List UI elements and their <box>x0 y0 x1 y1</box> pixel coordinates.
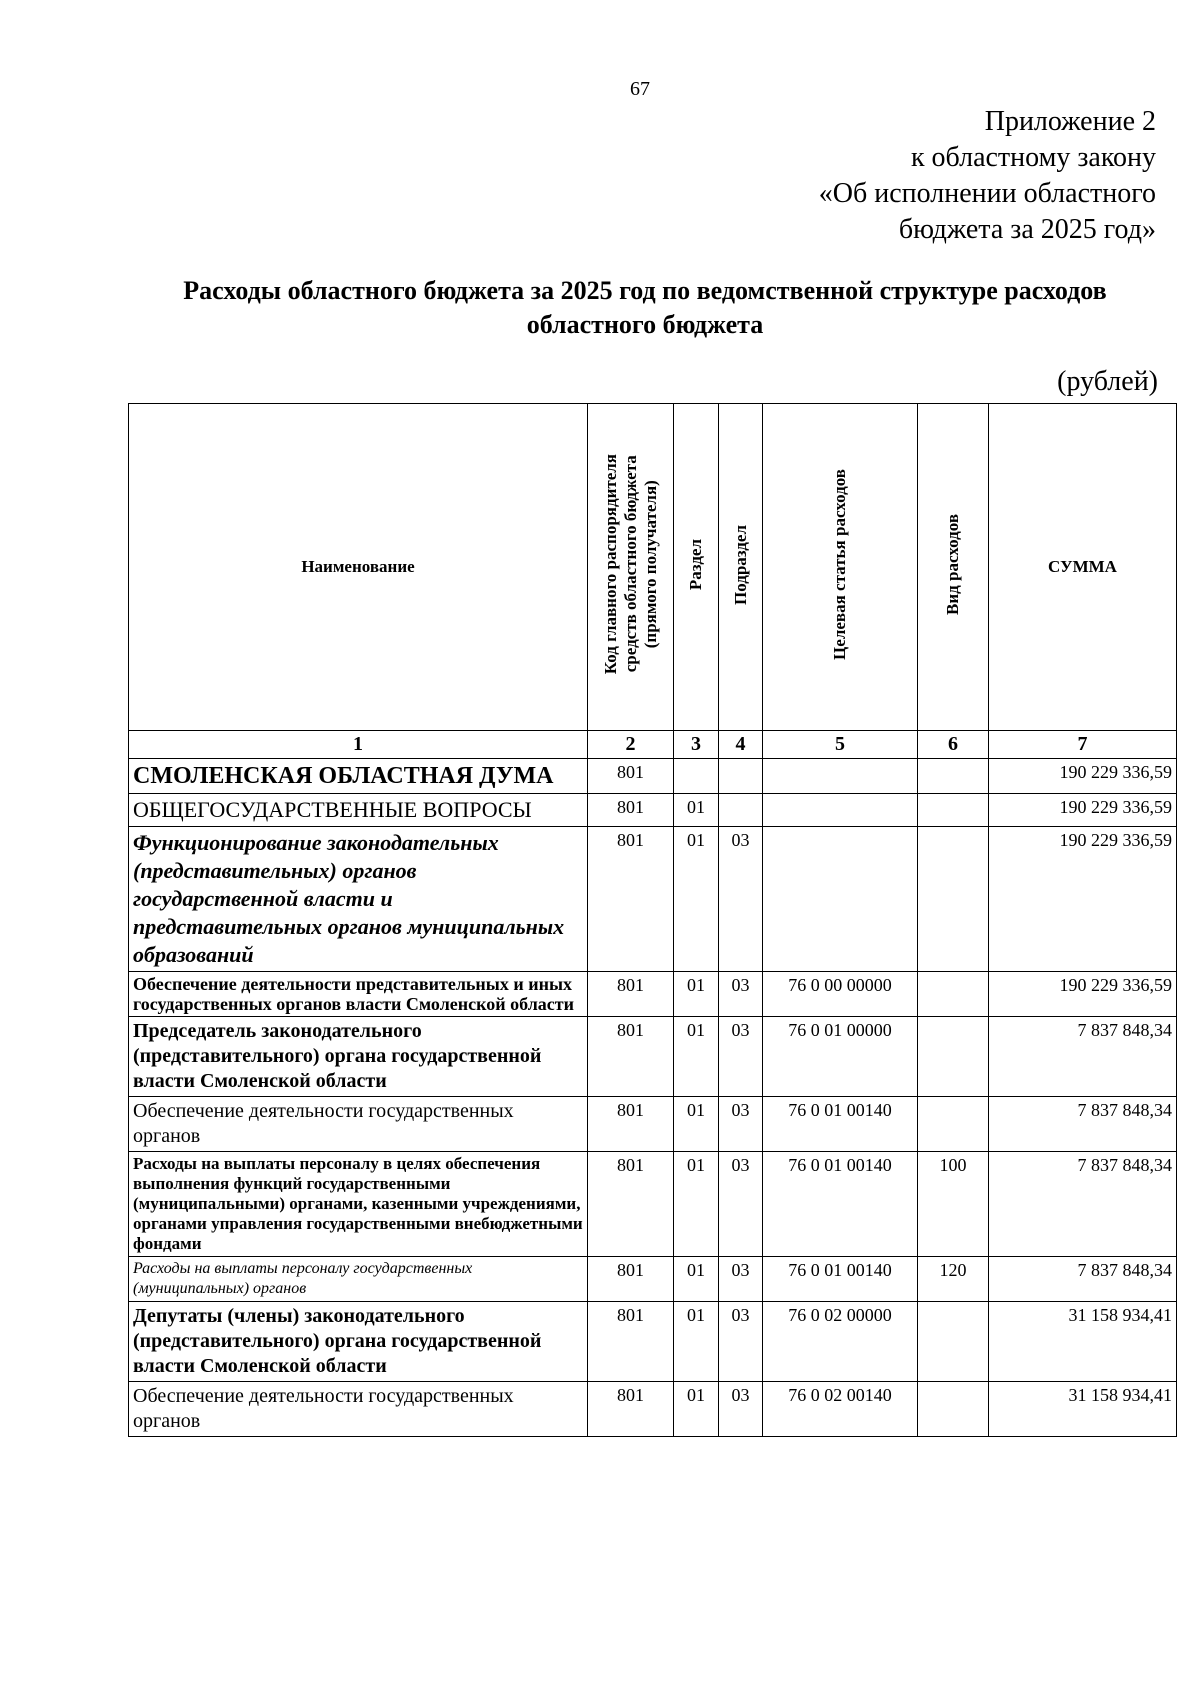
row-target-cell: 76 0 02 00140 <box>763 1382 918 1437</box>
title-line-1: Расходы областного бюджета за 2025 год по ведомственной структуре расходов <box>183 276 1107 305</box>
row-name-cell: Обеспечение деятельности государственных органов <box>129 1097 588 1152</box>
title-line-2: областного бюджета <box>526 310 764 339</box>
header-target <box>763 404 918 731</box>
row-code-cell: 801 <box>588 759 674 794</box>
row-code-cell: 801 <box>588 1382 674 1437</box>
row-subsection-cell: 03 <box>719 1017 763 1097</box>
page-number: 67 <box>630 78 650 100</box>
table-row <box>129 1302 1177 1382</box>
row-amount-cell: 190 229 336,59 <box>989 827 1177 972</box>
row-subsection-cell: 03 <box>719 1257 763 1302</box>
column-number: 3 <box>674 731 719 759</box>
column-number: 6 <box>918 731 989 759</box>
row-name-cell: Расходы на выплаты персоналу государственных (муниципальных) органов <box>129 1257 588 1302</box>
header-code <box>588 404 674 731</box>
row-target-cell: 76 0 00 00000 <box>763 972 918 1017</box>
row-name-cell: Функционирование законодательных (представительных) органов государственной власти и представительных органов муниципальных образований <box>129 827 588 972</box>
table-row <box>129 759 1177 794</box>
header-section-text: Раздел <box>686 538 705 591</box>
row-subsection-cell: 03 <box>719 827 763 972</box>
row-subsection-cell: 03 <box>719 1382 763 1437</box>
column-number: 7 <box>989 731 1177 759</box>
row-section-cell <box>674 759 719 794</box>
table-row <box>129 1017 1177 1097</box>
row-code-cell: 801 <box>588 1152 674 1257</box>
row-amount-cell: 7 837 848,34 <box>989 1017 1177 1097</box>
header-subsection-text: Подраздел <box>730 524 750 605</box>
header-kind-text: Вид расходов <box>943 514 962 615</box>
row-subsection-cell <box>719 759 763 794</box>
row-section-cell: 01 <box>674 1017 719 1097</box>
header-name <box>129 404 588 731</box>
row-code-cell: 801 <box>588 1097 674 1152</box>
row-amount-cell: 7 837 848,34 <box>989 1097 1177 1152</box>
row-kind-cell <box>918 972 989 1017</box>
row-section-cell: 01 <box>674 1152 719 1257</box>
header-name-text: Наименование <box>301 557 415 576</box>
row-code-cell: 801 <box>588 1017 674 1097</box>
header-code-line-1: Код главного распорядителя <box>600 454 620 675</box>
row-target-cell <box>763 794 918 827</box>
header-code-line-2: средств областного бюджета <box>620 456 640 673</box>
row-section-cell: 01 <box>674 827 719 972</box>
header-target-text: Целевая статья расходов <box>830 469 849 660</box>
column-number: 5 <box>763 731 918 759</box>
row-amount-cell: 190 229 336,59 <box>989 794 1177 827</box>
row-name-cell: Обеспечение деятельности государственных органов <box>129 1382 588 1437</box>
header-code-text <box>601 454 661 674</box>
row-section-cell: 01 <box>674 1097 719 1152</box>
header-section <box>674 404 719 731</box>
row-section-cell: 01 <box>674 1257 719 1302</box>
row-code-cell: 801 <box>588 1302 674 1382</box>
row-target-cell: 76 0 01 00140 <box>763 1152 918 1257</box>
row-subsection-cell: 03 <box>719 1097 763 1152</box>
row-kind-cell <box>918 1302 989 1382</box>
header-sum <box>989 404 1177 731</box>
row-name-cell: Обеспечение деятельности представительных и иных государственных органов власти Смоленской области <box>129 972 588 1017</box>
row-subsection-cell: 03 <box>719 972 763 1017</box>
row-code-cell: 801 <box>588 972 674 1017</box>
appendix-header <box>819 104 1156 248</box>
row-target-cell: 76 0 01 00140 <box>763 1257 918 1302</box>
row-section-cell: 01 <box>674 794 719 827</box>
row-amount-cell: 7 837 848,34 <box>989 1257 1177 1302</box>
row-subsection-cell: 03 <box>719 1302 763 1382</box>
row-amount-cell: 190 229 336,59 <box>989 972 1177 1017</box>
row-target-cell <box>763 827 918 972</box>
row-code-cell: 801 <box>588 794 674 827</box>
column-number: 1 <box>129 731 588 759</box>
budget-table-body <box>129 759 1177 1437</box>
table-row <box>129 1257 1177 1302</box>
row-amount-cell: 7 837 848,34 <box>989 1152 1177 1257</box>
row-target-cell: 76 0 02 00000 <box>763 1302 918 1382</box>
row-name-cell: Расходы на выплаты персоналу в целях обеспечения выполнения функций государственными (муниципальными) органами, казенными учреждениями, органами управления государственными внебюджетными фондами <box>129 1152 588 1257</box>
header-subsection <box>719 404 763 731</box>
table-row <box>129 827 1177 972</box>
header-kind <box>918 404 989 731</box>
row-subsection-cell: 03 <box>719 1152 763 1257</box>
row-name-cell: ОБЩЕГОСУДАРСТВЕННЫЕ ВОПРОСЫ <box>129 794 588 827</box>
row-subsection-cell <box>719 794 763 827</box>
row-target-cell <box>763 759 918 794</box>
row-code-cell: 801 <box>588 827 674 972</box>
table-row <box>129 972 1177 1017</box>
table-row <box>129 1382 1177 1437</box>
row-amount-cell: 31 158 934,41 <box>989 1302 1177 1382</box>
row-target-cell: 76 0 01 00000 <box>763 1017 918 1097</box>
row-section-cell: 01 <box>674 972 719 1017</box>
appendix-line-1: Приложение 2 <box>984 106 1156 137</box>
document-title <box>110 274 1180 342</box>
column-number-row <box>129 731 1177 759</box>
appendix-line-2: к областному закону <box>910 142 1156 173</box>
row-name-cell: СМОЛЕНСКАЯ ОБЛАСТНАЯ ДУМА <box>129 759 588 794</box>
budget-table <box>128 403 1177 1437</box>
row-kind-cell <box>918 759 989 794</box>
header-code-line-3: (прямого получателя) <box>640 480 660 649</box>
row-name-cell: Депутаты (члены) законодательного (представительного) органа государственной власти Смоленской области <box>129 1302 588 1382</box>
appendix-line-3: «Об исполнении областного <box>818 178 1156 209</box>
row-name-cell: Председатель законодательного (представительного) органа государственной власти Смоленской области <box>129 1017 588 1097</box>
column-number: 2 <box>588 731 674 759</box>
row-kind-cell <box>918 1382 989 1437</box>
row-section-cell: 01 <box>674 1382 719 1437</box>
table-row <box>129 794 1177 827</box>
row-kind-cell: 100 <box>918 1152 989 1257</box>
row-kind-cell: 120 <box>918 1257 989 1302</box>
column-number: 4 <box>719 731 763 759</box>
table-row <box>129 1152 1177 1257</box>
appendix-line-4: бюджета за 2025 год» <box>898 214 1156 245</box>
row-kind-cell <box>918 1097 989 1152</box>
row-amount-cell: 190 229 336,59 <box>989 759 1177 794</box>
units-label: (рублей) <box>1057 366 1158 397</box>
row-kind-cell <box>918 827 989 972</box>
table-row <box>129 1097 1177 1152</box>
row-section-cell: 01 <box>674 1302 719 1382</box>
header-row <box>129 404 1177 731</box>
header-sum-text: СУММА <box>1048 557 1117 576</box>
row-code-cell: 801 <box>588 1257 674 1302</box>
row-kind-cell <box>918 1017 989 1097</box>
row-amount-cell: 31 158 934,41 <box>989 1382 1177 1437</box>
row-kind-cell <box>918 794 989 827</box>
row-target-cell: 76 0 01 00140 <box>763 1097 918 1152</box>
